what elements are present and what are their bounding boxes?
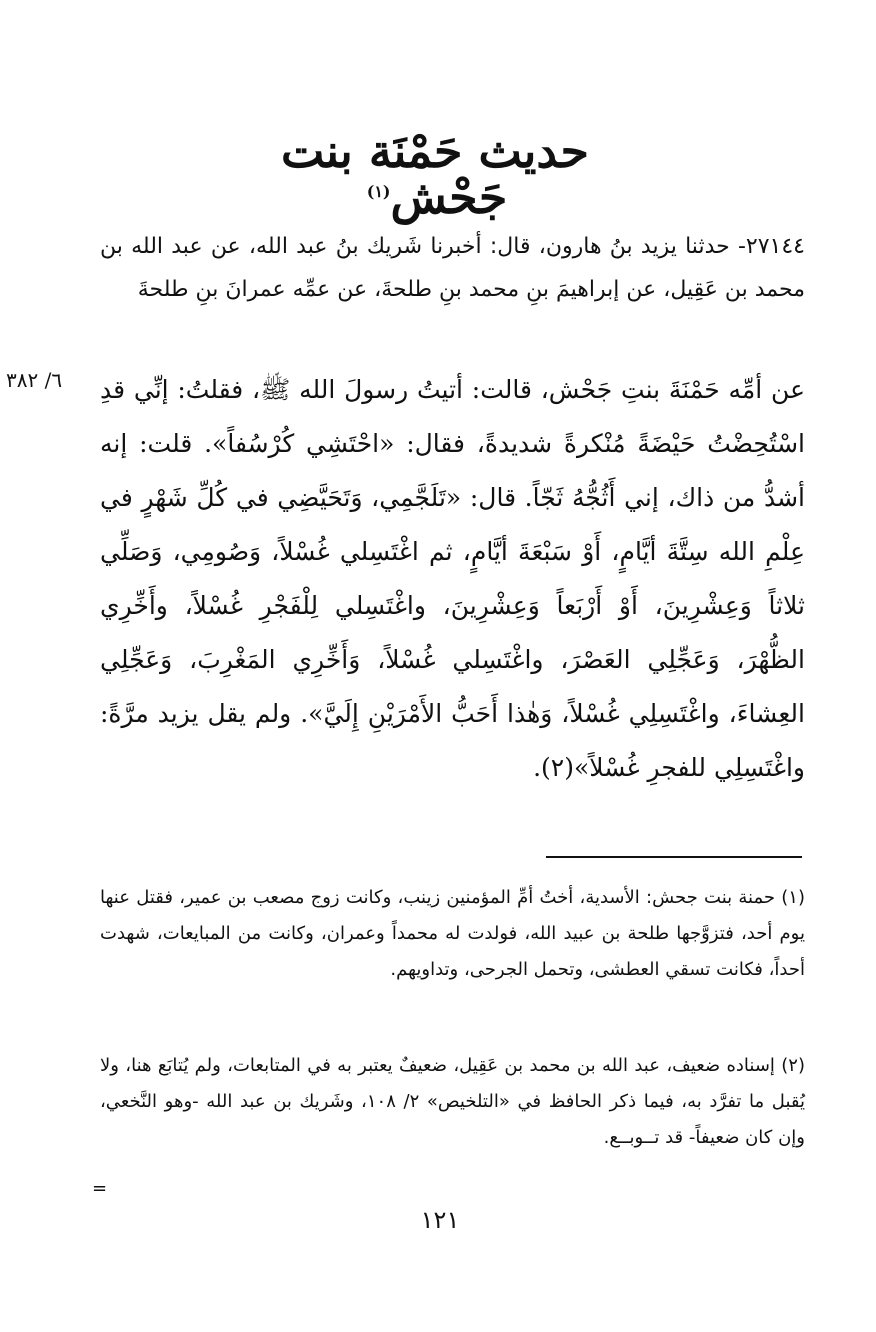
footnote-1: (١) حمنة بنت جحش: الأسدية، أختُ أمِّ المؤمنين زينب، وكانت زوج مصعب بن عمير، فقتل عنها يوم أحد، فتزوَّجها طلحة بن عبيد الله، فولدت له محمداً وعمران، وكانت من المبايعات، شهدت أحداً، فكانت تسقي العطشى، وتحمل الجرحى، وتداويهم. [100,887,805,980]
margin-volume-page-ref: ٦/ ٣٨٢ [6,368,63,392]
chapter-title-text: حديث حَمْنَة بنت جَحْش [280,124,589,224]
hadith-isnad: ٢٧١٤٤- حدثنا يزيد بنُ هارون، قال: أخبرنا شَريك بنُ عبد الله، عن عبد الله بن محمد بن عَقِيل، عن إبراهيمَ بنِ محمد بنِ طلحةَ، عن عمِّه عمرانَ بنِ طلحةَ [100,234,805,302]
title-footnote-ref: (١) [366,181,391,201]
chapter-title [250,124,620,224]
footnote-2: (٢) إسناده ضعيف، عبد الله بن محمد بن عَقِيل، ضعيفٌ يعتبر به في المتابعات، ولم يُتابَع هنا، ولا يُقبل ما تفرَّد به، فيما ذكر الحافظ في «التلخيص» ٢/ ١٠٨، وشَريك بن عبد الله -وهو النَّخعي، وإن كان ضعيفاً- قد تــوبــع. [100,1055,805,1148]
footnote-divider [546,856,802,858]
continuation-mark: = [92,1178,108,1199]
hadith-matn: عن أمِّه حَمْنَةَ بنتِ جَحْش، قالت: أتيتُ رسولَ الله ﷺ، فقلتُ: إنِّي قدِ اسْتُحِضْتُ حَيْضَةً مُنْكرةً شديدةً، فقال: «احْتَشِي كُرْسُفاً». قلت: إنه أشدُّ من ذاك، إني أَثُجُّهُ ثَجّاً. قال: «تَلَجَّمِي، وَتَحَيَّضِي في كُلِّ شَهْرٍ في عِلْمِ الله سِتَّةَ أيَّامٍ، أَوْ سَبْعَةَ أيَّامٍ، ثم اغْتَسِلي غُسْلاً، وَصُومِي، وَصَلِّي ثلاثاً وَعِشْرِينَ، أَوْ أَرْبَعاً وَعِشْرِينَ، واغْتَسِلي لِلْفَجْرِ غُسْلاً، وأَخِّرِي الظُّهْرَ، وَعَجِّلِي العَصْرَ، واغْتَسِلي غُسْلاً، وَأَخِّرِي المَغْرِبَ، وَعَجِّلِي العِشاءَ، واغْتَسِلِي غُسْلاً، وَهٰذا أَحَبُّ الأَمْرَيْنِ إِلَيَّ». ولم يقل يزيد مرَّةً: واغْتَسِلِي للفجرِ غُسْلاً»(٢). [100,375,805,782]
page-number: ١٢١ [420,1206,460,1234]
